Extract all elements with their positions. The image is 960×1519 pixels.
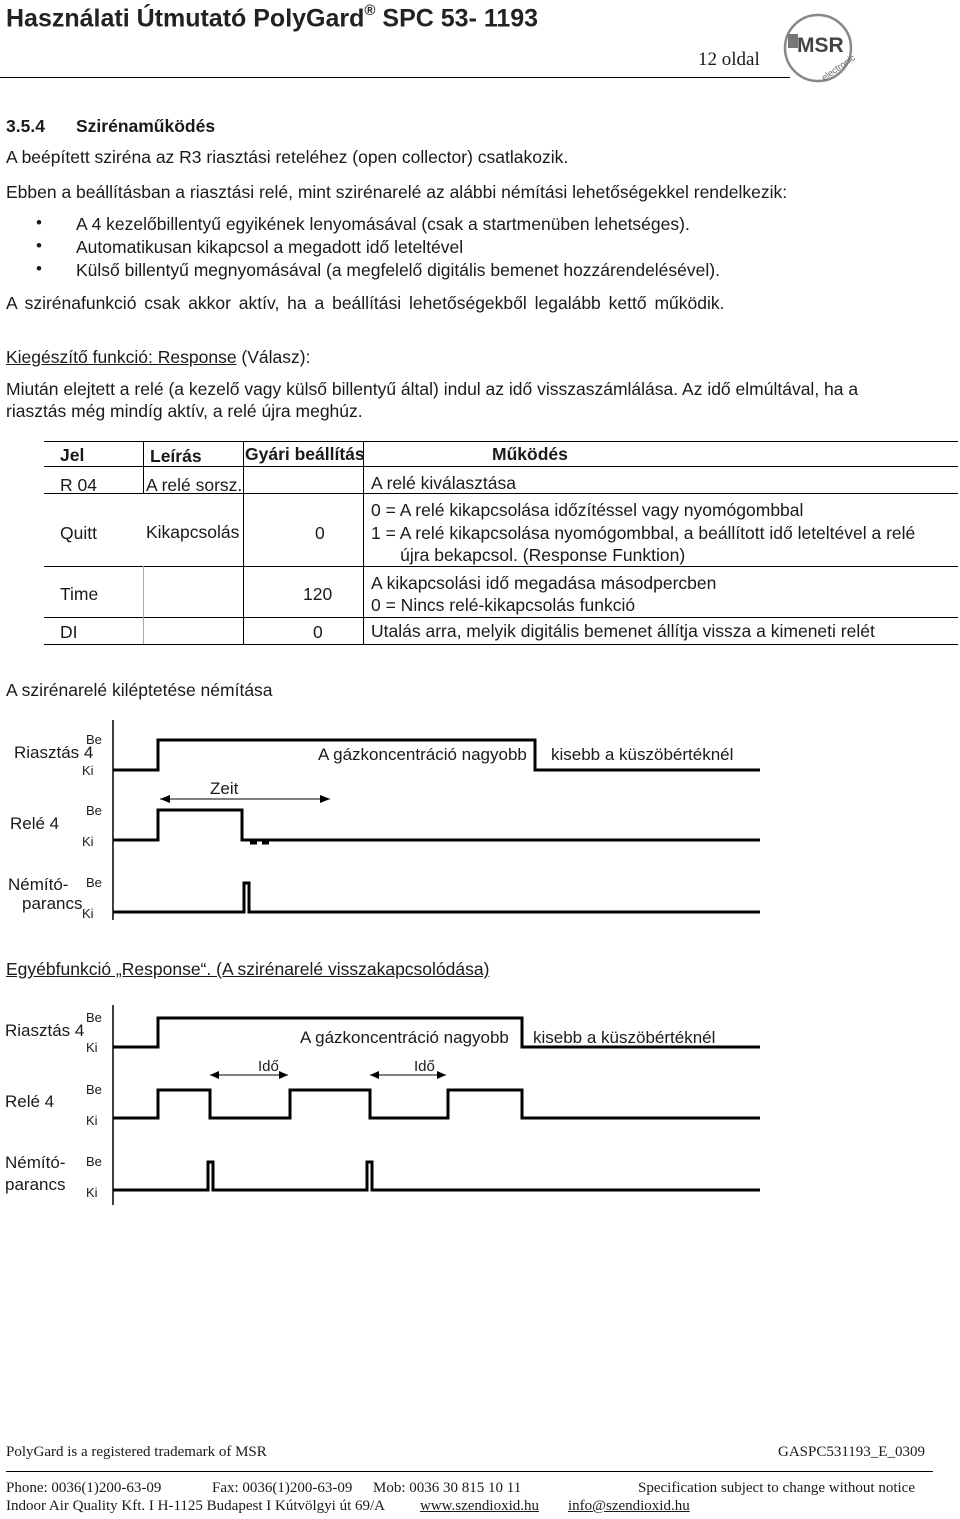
table-rule — [44, 617, 958, 618]
table-header-gyari: Gyári beállítás — [245, 444, 365, 464]
table-vrule — [143, 441, 144, 493]
table-cell-jel: R 04 — [60, 475, 97, 495]
footer-spec: Specification subject to change without notice — [638, 1480, 916, 1496]
gas-low-label: kisebb a küszöbértéknél — [551, 745, 734, 764]
section-number: 3.5.4 — [6, 116, 45, 136]
alarm-label: Riasztás 4 — [5, 1021, 85, 1040]
ki-label: Ki — [82, 906, 94, 921]
mute-label-line-1: Némító- — [8, 875, 69, 894]
table-cell-gyari: 0 — [315, 523, 325, 543]
page-number: 12 oldal — [698, 49, 760, 70]
section-heading: Szirénaműködés — [76, 116, 216, 136]
paragraph-4-line-2: riasztás még mindíg aktív, a relé újra meghúz. — [6, 401, 363, 421]
table-vrule — [363, 441, 364, 644]
table-header-leiras: Leírás — [150, 446, 202, 466]
be-label: Be — [86, 1082, 102, 1097]
table-rule — [44, 644, 958, 645]
msr-logo — [782, 12, 862, 92]
ki-label: Ki — [82, 834, 94, 849]
be-label: Be — [86, 1010, 102, 1025]
gas-high-label: A gázkoncentráció nagyobb — [318, 745, 527, 764]
ido-label: Idő — [414, 1058, 435, 1075]
extra-function-suffix: (Válasz): — [236, 347, 311, 367]
table-cell-mukodes: 0 = Nincs relé-kikapcsolás funkció — [371, 595, 636, 615]
table-cell-mukodes: 0 = A relé kikapcsolása időzítéssel vagy nyomógombbal — [371, 500, 804, 520]
table-cell-mukodes: újra bekapcsol. (Response Funktion) — [371, 545, 686, 565]
bullet-dot: • — [36, 259, 42, 278]
gas-high-label: A gázkoncentráció nagyobb — [300, 1028, 509, 1047]
extra-function-title: Kiegészítő funkció: Response — [6, 347, 237, 367]
table-cell-mukodes: Utalás arra, melyik digitális bemenet állítja vissza a kimeneti relét — [371, 621, 875, 641]
table-vrule — [243, 441, 244, 644]
diagram-1-title: A szirénarelé kiléptetése némítása — [6, 680, 273, 700]
mute-label-line-1: Némító- — [5, 1153, 66, 1172]
header-rule — [0, 77, 790, 78]
ki-label: Ki — [82, 763, 94, 778]
ki-label: Ki — [86, 1113, 98, 1128]
table-cell-leiras: Kikapcsolás — [146, 522, 240, 542]
bullet-dot: • — [36, 213, 42, 232]
logo-subtext: electronic — [819, 52, 857, 83]
table-header-jel: Jel — [60, 445, 85, 465]
footer-fax: Fax: 0036(1)200-63-09 — [212, 1480, 353, 1496]
paragraph-1: A beépített sziréna az R3 riasztási reteléhez (open collector) csatlakozik. — [6, 147, 569, 167]
table-cell-mukodes: A kikapcsolási idő megadása másodpercben — [371, 573, 717, 593]
email-link[interactable]: info@szendioxid.hu — [568, 1498, 690, 1514]
logo-text: MSR — [797, 34, 844, 57]
footer-trademark: PolyGard is a registered trademark of MSR — [6, 1444, 267, 1460]
mute-label-line-2: parancs — [5, 1175, 66, 1194]
web-link[interactable]: www.szendioxid.hu — [420, 1498, 540, 1514]
table-rule — [44, 441, 958, 442]
paragraph-4-line-1: Miután elejtett a relé (a kezelő vagy külső billentyű által) indul az idő visszaszámlálása. Az idő elmúltával, ha a — [6, 379, 859, 399]
bullet-dot: • — [36, 236, 42, 255]
table-cell-leiras: A relé sorsz. — [146, 475, 243, 495]
title-suffix: SPC 53- 1193 — [382, 4, 539, 33]
footer-company: Indoor Air Quality Kft. I H-1125 Budapest I Kútvölgyi út 69/A — [6, 1498, 385, 1514]
footer-email-link[interactable] — [568, 1498, 690, 1515]
ki-label: Ki — [86, 1040, 98, 1055]
registered-mark: ® — [364, 2, 376, 19]
table-cell-jel: DI — [60, 622, 78, 642]
table-cell-jel: Time — [60, 584, 99, 604]
footer-rule — [6, 1471, 933, 1472]
be-label: Be — [86, 803, 102, 818]
diagram-2-title: Egyébfunkció „Response“. (A szirénarelé visszakapcsolódása) — [6, 959, 490, 979]
alarm-label: Riasztás 4 — [14, 743, 94, 762]
bullet-item: A 4 kezelőbillentyű egyikének lenyomásával (csak a startmenüben lehetséges). — [76, 214, 690, 234]
table-header-mukodes: Működés — [492, 444, 568, 464]
relay-label: Relé 4 — [5, 1092, 55, 1111]
page-title — [6, 4, 538, 33]
paragraph-2: Ebben a beállításban a riasztási relé, mint szirénarelé az alábbi némítási lehetőségekkel rendelkezik: — [6, 182, 788, 202]
footer-doc-code: GASPC531193_E_0309 — [778, 1444, 925, 1460]
paragraph-3: A szirénafunkció csak akkor aktív, ha a beállítási lehetőségekből legalább kettő működik. — [6, 293, 725, 313]
gas-low-label: kisebb a küszöbértéknél — [533, 1028, 716, 1047]
zeit-label: Zeit — [210, 779, 239, 798]
table-vrule — [143, 566, 144, 644]
table-cell-mukodes: 1 = A relé kikapcsolása nyomógombbal, a beállított idő leteltével a relé — [371, 523, 916, 543]
extra-function-label — [6, 347, 310, 368]
be-label: Be — [86, 875, 102, 890]
ido-label: Idő — [258, 1058, 279, 1075]
table-cell-mukodes: A relé kiválasztása — [371, 473, 516, 493]
footer-phone: Phone: 0036(1)200-63-09 — [6, 1480, 162, 1496]
be-label: Be — [86, 1154, 102, 1169]
mute-label-line-2: parancs — [22, 894, 83, 913]
footer-mob: Mob: 0036 30 815 10 11 — [373, 1480, 522, 1496]
table-cell-gyari: 0 — [313, 622, 323, 642]
footer-web-link[interactable] — [420, 1498, 539, 1515]
table-rule — [44, 566, 958, 567]
table-cell-gyari: 120 — [303, 584, 333, 604]
table-cell-jel: Quitt — [60, 523, 97, 543]
be-label: Be — [86, 732, 102, 747]
ki-label: Ki — [86, 1185, 98, 1200]
title-text: Használati Útmutató PolyGard — [6, 4, 365, 33]
bullet-item: Külső billentyű megnyomásával (a megfelelő digitális bemenet hozzárendelésével). — [76, 260, 720, 280]
relay-label: Relé 4 — [10, 814, 60, 833]
bullet-item: Automatikusan kikapcsol a megadott idő leteltével — [76, 237, 464, 257]
